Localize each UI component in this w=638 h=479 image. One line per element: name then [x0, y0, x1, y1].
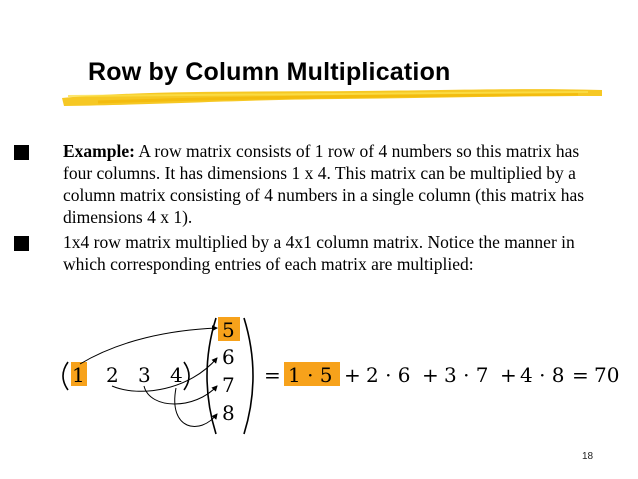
row-entry-2: 2: [106, 363, 119, 387]
slide-title: Row by Column Multiplication: [88, 58, 451, 86]
bullet-list: [12, 140, 612, 278]
bullet-notice: [12, 231, 612, 275]
column-entry-2: 6: [222, 345, 235, 369]
arrow-4-to-8: [175, 388, 217, 427]
equals-sign: =: [264, 363, 281, 387]
plus-sign-1: +: [344, 363, 361, 387]
page-number: 18: [582, 451, 594, 462]
arrow-2-to-6: [112, 358, 217, 391]
arrow-3-to-7: [144, 386, 217, 404]
title-underline-brush: [58, 84, 606, 112]
bullet-lead: Example:: [63, 141, 135, 161]
column-entry-1: 5: [222, 318, 235, 342]
row-right-paren: [184, 362, 189, 390]
row-entry-3: 3: [138, 363, 151, 387]
product-term-2: 2 · 6: [366, 363, 411, 387]
square-bullet-icon: [14, 145, 29, 160]
product-term-3: 3 · 7: [444, 363, 489, 387]
column-entry-3: 7: [222, 373, 235, 397]
product-term-1: 1 · 5: [288, 363, 333, 387]
bullet-text: A row matrix consists of 1 row of 4 numbers so this matrix has four columns. It has dimensions 1 x 4. This matrix can be multiplied by a column matrix consisting of 4 numbers in a single column (this matrix has dimensions 4 x 1).: [63, 141, 585, 227]
result-value: 70: [594, 363, 620, 387]
product-term-4: 4 · 8: [520, 363, 565, 387]
bullet-text: 1x4 row matrix multiplied by a 4x1 column matrix. Notice the manner in which corresponding entries of each matrix are multiplied:: [63, 232, 575, 274]
row-left-paren: [63, 362, 68, 390]
row-entry-4: 4: [170, 363, 183, 387]
row-entry-1: 1: [72, 363, 85, 387]
arrow-1-to-5: [80, 328, 217, 364]
matrix-multiplication-figure: [0, 300, 638, 450]
square-bullet-icon: [14, 236, 29, 251]
column-right-paren: [244, 318, 253, 434]
equals-sign-2: =: [572, 363, 589, 387]
bullet-example: [12, 140, 612, 228]
plus-sign-2: +: [422, 363, 439, 387]
plus-sign-3: +: [500, 363, 517, 387]
column-entry-4: 8: [222, 401, 235, 425]
